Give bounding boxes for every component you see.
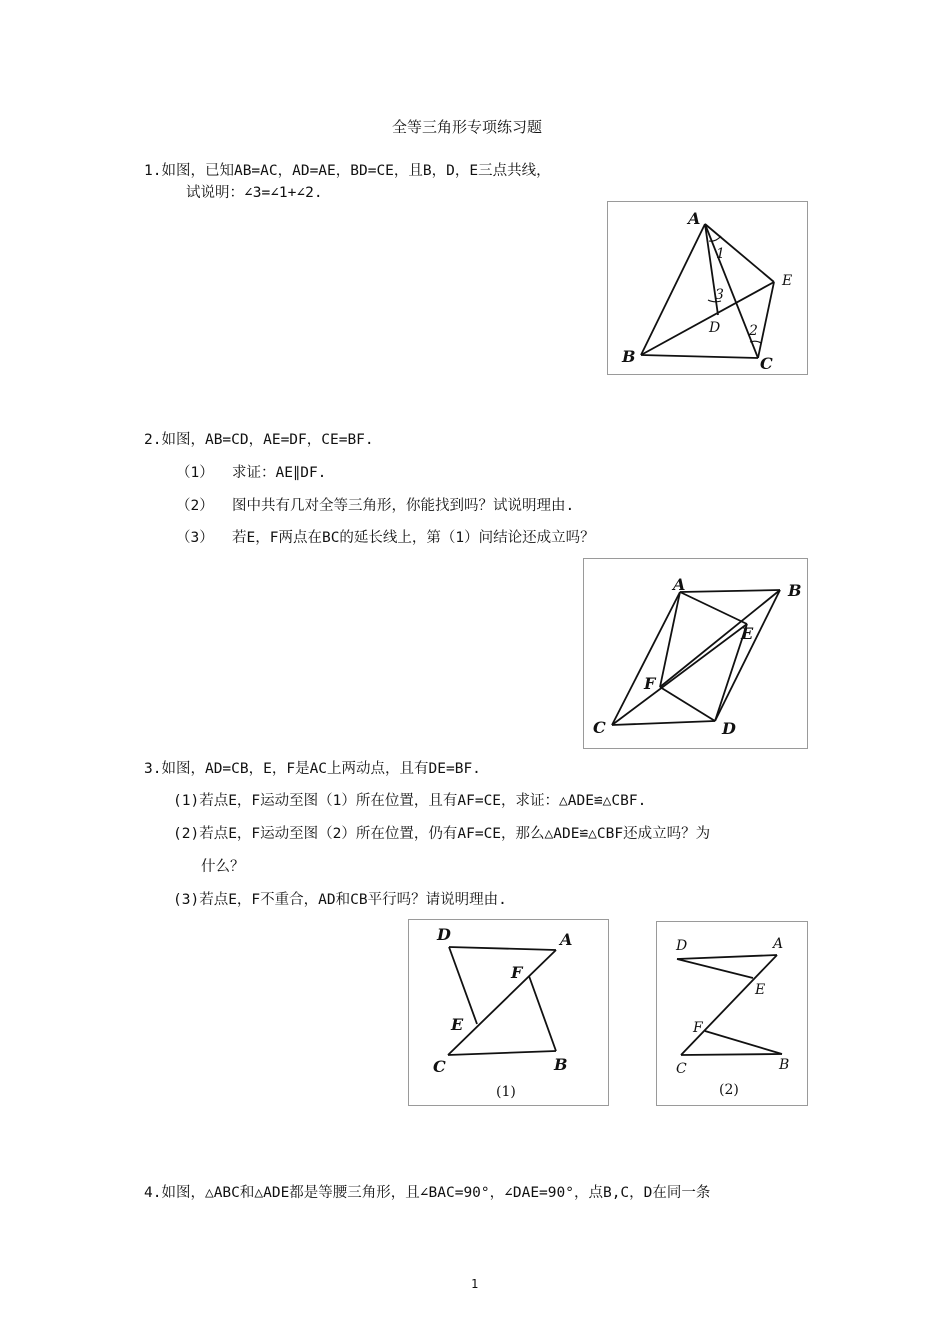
q1-label-C: C — [760, 354, 773, 373]
q3f1-label-E: E — [451, 1015, 464, 1034]
q1-label-B: B — [622, 347, 636, 366]
q1-line2: 试说明：∠3=∠1+∠2. — [186, 185, 323, 201]
q2-intro: 2.如图，AB=CD，AE=DF，CE=BF. — [144, 432, 374, 448]
q2-label-C: C — [593, 718, 606, 737]
q1-label-D: D — [709, 320, 721, 336]
q1-line1: 1.如图，已知AB=AC，AD=AE，BD=CE，且B，D，E三点共线， — [144, 163, 551, 179]
q2-p1-num: （1） — [176, 465, 214, 481]
q3-p2b: 什么？ — [201, 859, 245, 875]
q2-p2: 图中共有几对全等三角形，你能找到吗？试说明理由. — [232, 498, 575, 514]
q2-label-F: F — [644, 674, 656, 693]
q3-p2a: (2)若点E，F运动至图（2）所在位置，仍有AF=CE，那么△ADE≌△CBF还成立吗？为 — [173, 826, 711, 842]
q2-figure — [583, 558, 808, 749]
q3-p1: (1)若点E，F运动至图（1）所在位置，且有AF=CE，求证：△ADE≌△CBF. — [173, 793, 647, 809]
q1-angle-3: 3 — [715, 287, 724, 303]
q1-angle-2: 2 — [749, 323, 758, 339]
q3f2-caption: (2) — [719, 1082, 739, 1098]
q3f1-caption: (1) — [496, 1084, 516, 1100]
q1-label-E: E — [782, 273, 793, 289]
q3-p3: (3)若点E，F不重合，AD和CB平行吗？请说明理由. — [173, 892, 507, 908]
q2-label-A: A — [673, 575, 686, 594]
q3f1-label-F: F — [511, 963, 523, 982]
q2-p1: 求证：AE∥DF. — [232, 465, 327, 481]
q1-figure — [607, 201, 808, 375]
q3f2-label-D: D — [676, 938, 688, 954]
q4-line1: 4.如图，△ABC和△ADE都是等腰三角形，且∠BAC=90°，∠DAE=90°，点B,C，D在同一条 — [144, 1185, 711, 1201]
page-number: 1 — [471, 1277, 479, 1291]
q3-intro: 3.如图，AD=CB，E，F是AC上两动点，且有DE=BF. — [144, 761, 481, 777]
q1-angle-1: 1 — [716, 246, 725, 262]
q3f1-label-A: A — [560, 930, 573, 949]
q2-p3: 若E，F两点在BC的延长线上，第（1）问结论还成立吗？ — [232, 530, 595, 546]
q3f2-label-C: C — [676, 1061, 687, 1077]
q2-label-E: E — [741, 624, 754, 643]
q3-figure-1 — [408, 919, 609, 1106]
q1-label-A: A — [688, 209, 701, 228]
q2-label-D: D — [722, 719, 736, 738]
q2-p2-num: （2） — [176, 498, 214, 514]
q3f2-label-A: A — [773, 936, 784, 952]
q3f2-label-E: E — [755, 982, 766, 998]
q2-p3-num: （3） — [176, 530, 214, 546]
page-title: 全等三角形专项练习题 — [392, 118, 543, 136]
q3f2-label-B: B — [779, 1057, 790, 1073]
q3f1-label-B: B — [554, 1055, 568, 1074]
q3f1-label-C: C — [433, 1057, 446, 1076]
q3f2-label-F: F — [693, 1020, 703, 1036]
q2-label-B: B — [788, 581, 802, 600]
q3-figure-2 — [656, 921, 808, 1106]
q3f1-label-D: D — [437, 925, 451, 944]
